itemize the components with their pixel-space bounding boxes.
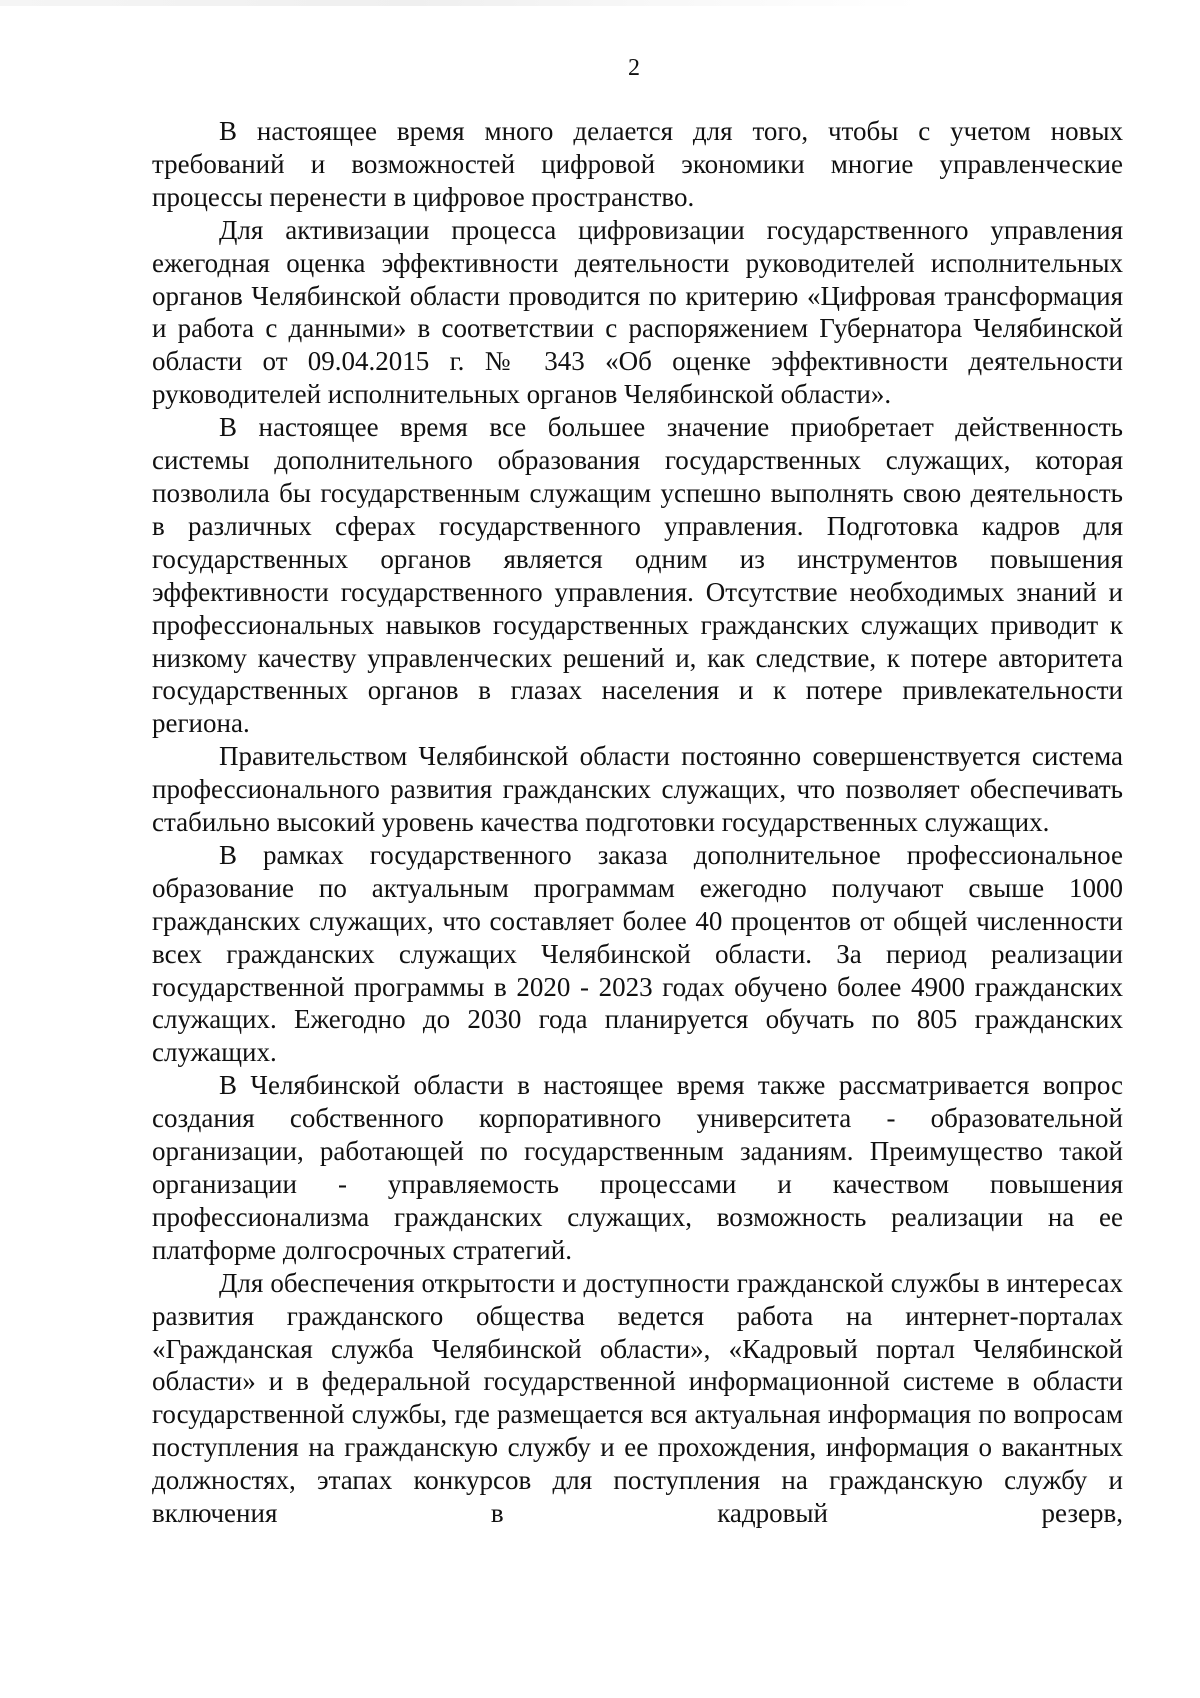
scan-edge-artifact	[0, 0, 920, 6]
paragraph-professional-development: Правительством Челябинской области постоянно совершенствуется система профессионального развития гражданских служащих, что позволяет обеспечивать стабильно высокий уровень качества подготовки государственных служащих.	[152, 741, 1123, 838]
paragraph-digital-processes: В настоящее время много делается для того, чтобы с учетом новых требований и возможностей цифровой экономики многие управленческие процессы перенести в цифровое пространство.	[152, 116, 1123, 212]
paragraph-state-order-training: В рамках государственного заказа дополнительное профессиональное образование по актуальным программам ежегодно получают свыше 1000 гражданских служащих, что составляет более 40 процентов от общей численности всех гражданских служащих Челябинской области. За период реализации государственной программы в 2020 - 2023 годах обучено более 4900 гражданских служащих. Ежегодно до 2030 года планируется обучать по 805 гражданских служащих.	[152, 839, 1123, 1068]
page-number: 2	[628, 55, 640, 81]
document-body	[152, 115, 1123, 1530]
paragraph-digital-transformation-assessment: Для активизации процесса цифровизации государственного управления ежегодная оценка эффективности деятельности руководителей исполнительных органов Челябинской области проводится по критерию «Цифровая трансформация и работа с данными» в соответствии с распоряжением Губернатора Челябинской области от 09.04.2015 г. № 343 «Об оценке эффективности деятельности руководителей исполнительных органов Челябинской области».	[152, 214, 1123, 410]
paragraph-additional-education: В настоящее время все большее значение приобретает действенность системы дополнительного образования государственных служащих, которая позволила бы государственным служащим успешно выполнять свою деятельность в различных сферах государственного управления. Подготовка кадров для государственных органов является одним из инструментов повышения эффективности государственного управления. Отсутствие необходимых знаний и профессиональных навыков государственных гражданских служащих приводит к низкому качеству управленческих решений и, как следствие, к потере авторитета государственных органов в глазах населения и к потере привлекательности региона.	[152, 412, 1123, 739]
paragraph-corporate-university: В Челябинской области в настоящее время также рассматривается вопрос создания собственного корпоративного университета - образовательной организации, работающей по государственным заданиям. Преимущество такой организации - управляемость процессами и качеством повышения профессионализма гражданских служащих, возможность реализации на ее платформе долгосрочных стратегий.	[152, 1070, 1123, 1265]
paragraph-civil-service-portals: Для обеспечения открытости и доступности гражданской службы в интересах развития гражданского общества ведется работа на интернет-порталах «Гражданская служба Челябинской области», «Кадровый портал Челябинской области» и в федеральной государственной информационной системе в области государственной службы, где размещается вся актуальная информация по вопросам поступления на гражданскую службу и ее прохождения, информация о вакантных должностях, этапах конкурсов для поступления на гражданскую службу и включения в кадровый резерв,	[152, 1267, 1123, 1529]
